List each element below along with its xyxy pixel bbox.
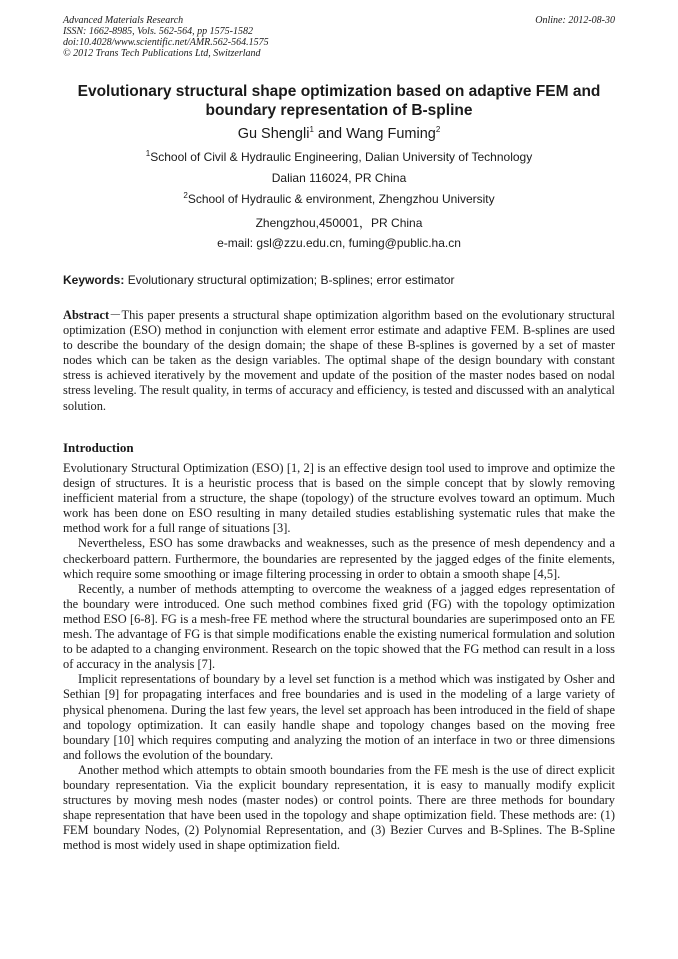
author-list — [40, 126, 638, 142]
author-2-affiliation-mark: 2 — [435, 125, 441, 135]
author-2: Wang Fuming — [346, 126, 436, 142]
affiliation-1-city: Dalian 116024, PR China — [271, 171, 407, 185]
affiliation-1 — [40, 150, 638, 164]
paper-title — [40, 82, 638, 120]
copyright-line: © 2012 Trans Tech Publications Ltd, Switzerland — [63, 48, 261, 59]
author-1-affiliation-mark: 1 — [309, 125, 314, 135]
journal-name: Advanced Materials Research — [63, 15, 184, 26]
author-1: Gu Shengli — [237, 126, 310, 142]
title-line-2: boundary representation of B-spline — [205, 102, 473, 119]
keywords-text: Evolutionary structural optimization; B-splines; error estimator — [124, 273, 455, 287]
paragraph: Evolutionary Structural Optimization (ESO) [1, 2] is an effective design tool used to improve and optimize the design of structures. It is a heuristic process that is based on the simple concept that by slowly removing inefficient material from a structure, the shape (topology) of the structure evolves toward an optimum. Much work has been done on ESO resulting in many detailed studies establishing systematic rules that make the method work for a full range of situations [3]. — [63, 461, 615, 536]
keywords-label: Keywords: — [63, 273, 125, 287]
contact-email: e-mail: gsl@zzu.edu.cn, fuming@public.ha.cn — [217, 236, 461, 250]
author-conjunction: and — [313, 126, 347, 142]
running-header — [63, 15, 615, 59]
section-heading-introduction: Introduction — [63, 440, 134, 455]
abstract-dash: － — [109, 308, 122, 322]
affiliation-2-city: Zhengzhou,450001，PR China — [255, 216, 423, 230]
title-line-1: Evolutionary structural shape optimization based on adaptive FEM and — [77, 83, 601, 100]
paragraph: Implicit representations of boundary by a level set function is a method which was instigated by Osher and Sethian [9] for propagating interfaces and free boundaries and is used in the modeling of a large variety of physical phenomena. During the last few years, the level set approach has been introduced in the field of shape and topology optimization. It can easily handle shape and topology changes based on the moving free boundary [10] which requires computing and analyzing the motion of an interface in two or three dimensions and follows the evolution of the boundary. — [63, 672, 615, 762]
issn-line: ISSN: 1662-8985, Vols. 562-564, pp 1575-1582 — [63, 26, 253, 37]
abstract — [63, 308, 615, 414]
introduction-body — [63, 461, 615, 853]
paragraph: Another method which attempts to obtain smooth boundaries from the FE mesh is the use of direct explicit boundary representation. Via the explicit boundary representation, it is easy to manually modify explicit structures by moving mesh nodes (master nodes) or control points. There are three methods for boundary shape representation that have been used in the topology and shape optimization field. These methods are: (1) FEM boundary Nodes, (2) Polynomial Representation, and (3) Bezier Curves and B-Splines. The B-Spline method is most widely used in shape optimization field. — [63, 762, 615, 853]
citation-block — [63, 15, 615, 59]
affiliation-1-name: School of Civil & Hydraulic Engineering, Dalian University of Technology — [150, 150, 533, 164]
affiliation-2 — [40, 192, 638, 206]
affiliation-2-name: School of Hydraulic & environment, Zhengzhou University — [187, 192, 495, 206]
abstract-text: This paper presents a structural shape optimization algorithm based on the evolutionary structural optimization (ESO) method in conjunction with element error estimate and adaptive FEM. B-splines are used to describe the boundary of the design domain; the shape of these B-splines is governed by a set of master nodes which can be taken as the design variables. The optimal shape of the design boundary with constant stress is achieved iteratively by the movement and update of the position of the master nodes based on nodal stress leveling. The result quality, in terms of accuracy and efficiency, is tested and discussed with an analytical solution. — [63, 308, 615, 413]
doi-line: doi:10.4028/www.scientific.net/AMR.562-564.1575 — [63, 37, 269, 48]
abstract-label: Abstract — [63, 308, 110, 322]
online-date: Online: 2012-08-30 — [535, 15, 615, 26]
paragraph: Nevertheless, ESO has some drawbacks and weaknesses, such as the presence of mesh dependency and a checkerboard pattern. Furthermore, the boundaries are represented by the jagged edges of the finite elements, which require some smoothing or image filtering processing in order to obtain a smooth shape [4,5]. — [63, 536, 615, 581]
keywords — [63, 273, 615, 287]
paragraph: Recently, a number of methods attempting to overcome the weakness of a jagged edges representation of the boundary were introduced. One such method combines fixed grid (FG) with the topology optimization method ESO [6-8]. FG is a mesh-free FE method where the structural boundaries are superimposed onto an FE mesh. The advantage of FG is that simple modifications enable the existing numerical formulation and solution to be adapted to a changing environment. Research on the topic showed that the FG method can result in a loss of accuracy in the analysis [7]. — [63, 581, 615, 672]
affiliation-2-mark: 2 — [183, 191, 188, 200]
affiliation-1-mark: 1 — [145, 149, 151, 158]
